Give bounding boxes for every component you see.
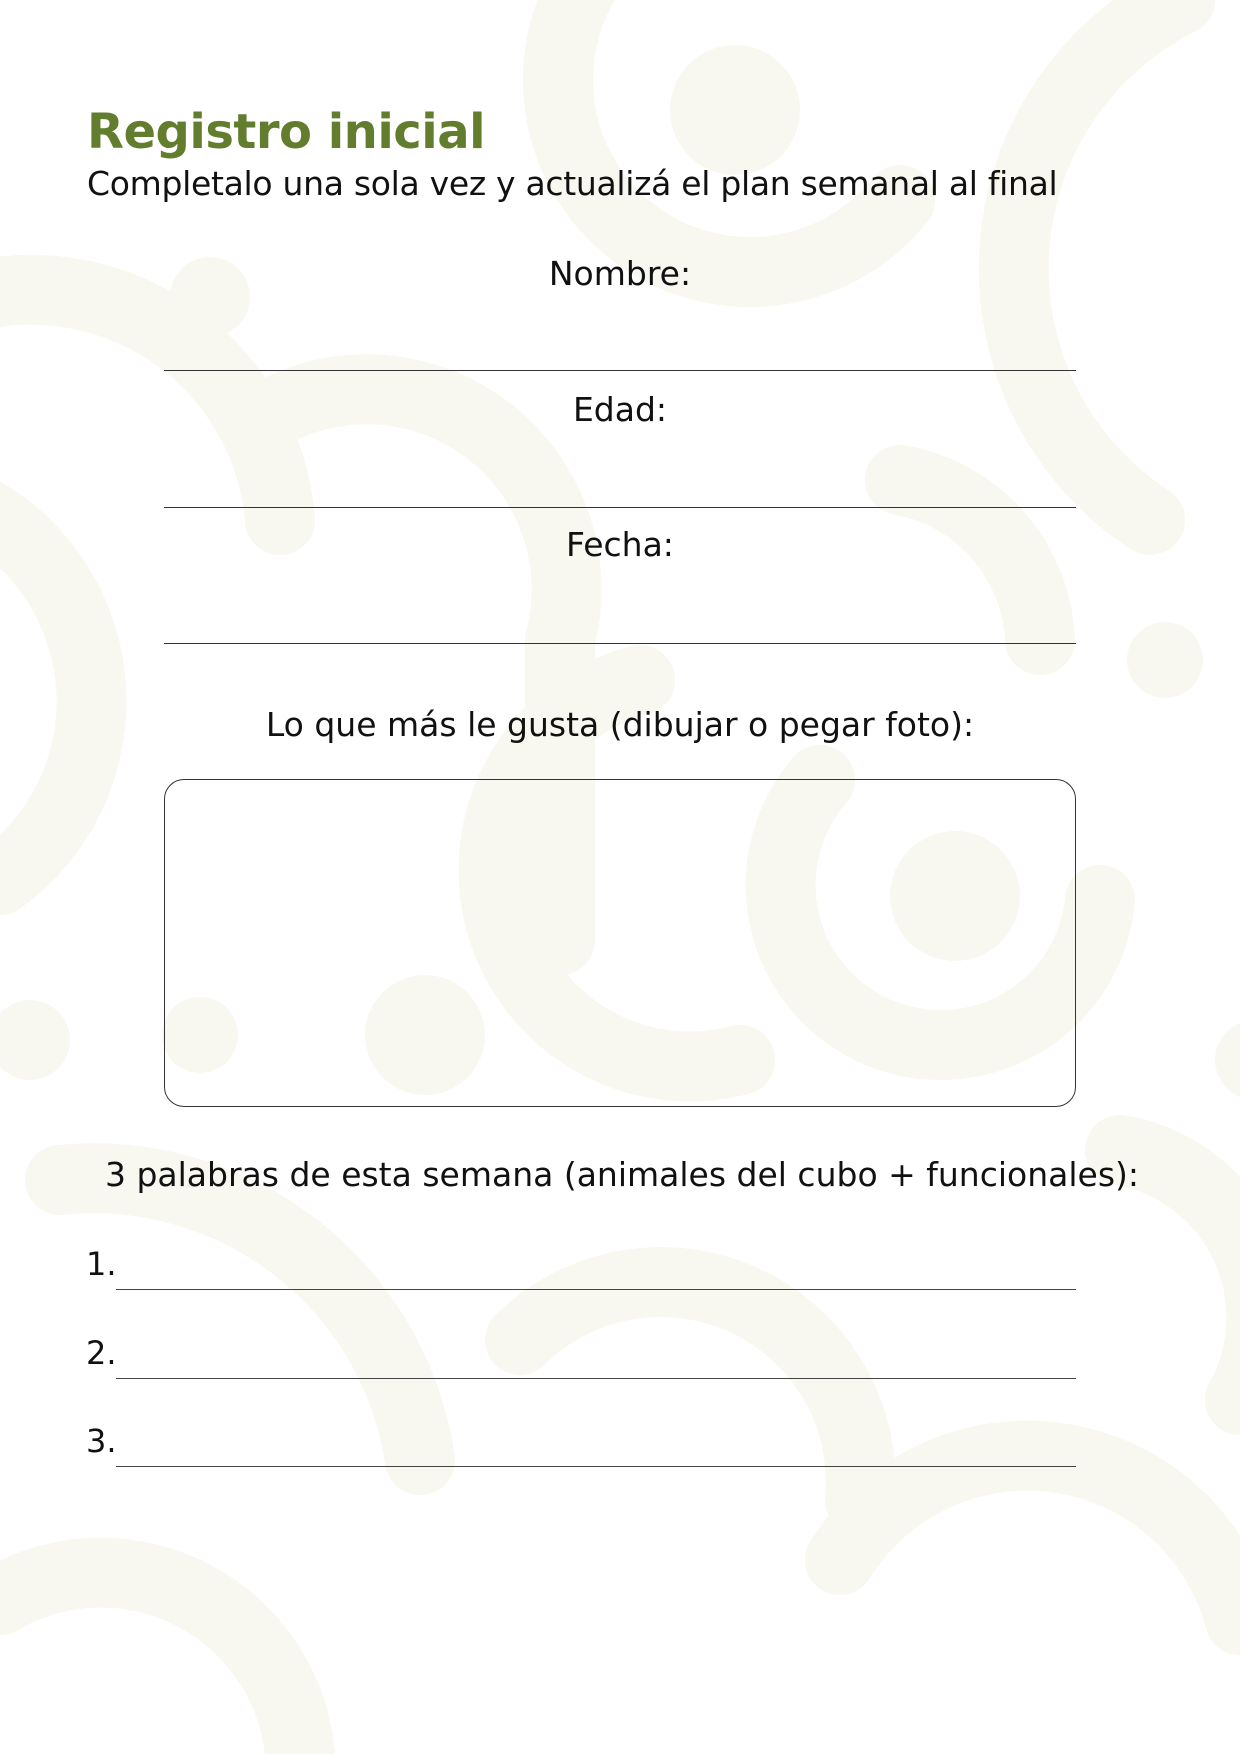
- word-field-3[interactable]: [116, 1466, 1076, 1467]
- words-label: 3 palabras de esta semana (animales del cubo + funcionales):: [104, 1155, 1140, 1194]
- word-number-3: 3.: [86, 1422, 117, 1460]
- edad-field[interactable]: [164, 507, 1076, 508]
- fecha-field[interactable]: [164, 643, 1076, 644]
- fecha-label: Fecha:: [566, 525, 674, 564]
- edad-label: Edad:: [572, 390, 668, 429]
- page-subtitle: Completalo una sola vez y actualizá el plan semanal al final: [87, 164, 1058, 203]
- word-number-2: 2.: [86, 1334, 117, 1372]
- drawing-box[interactable]: [164, 779, 1076, 1107]
- nombre-label: Nombre:: [548, 254, 692, 293]
- drawing-label: Lo que más le gusta (dibujar o pegar foto):: [265, 705, 975, 744]
- word-field-1[interactable]: [116, 1289, 1076, 1290]
- word-field-2[interactable]: [116, 1378, 1076, 1379]
- word-number-1: 1.: [86, 1245, 117, 1283]
- page-title: Registro inicial: [87, 104, 486, 160]
- nombre-field[interactable]: [164, 370, 1076, 371]
